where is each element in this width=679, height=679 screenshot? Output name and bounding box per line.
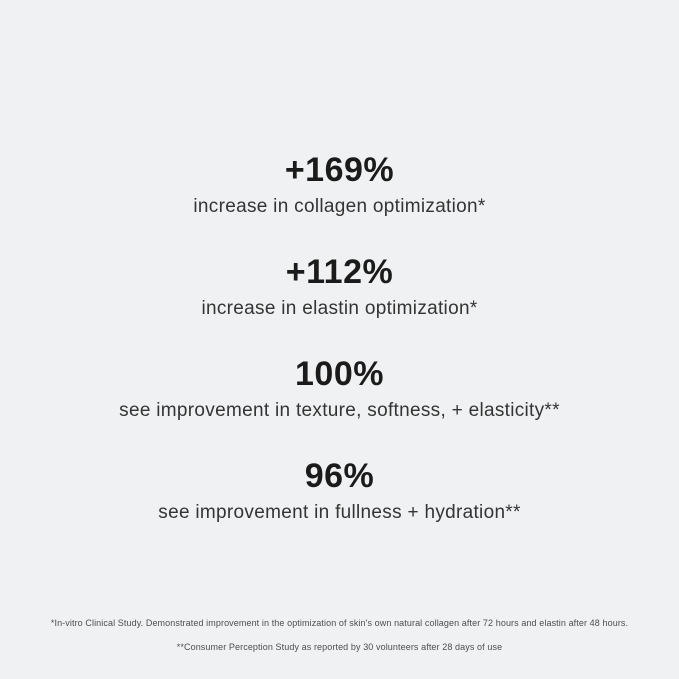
stats-list bbox=[0, 150, 679, 558]
stat-texture bbox=[0, 354, 679, 423]
stat-elastin bbox=[0, 252, 679, 321]
stat-fullness-label: see improvement in fullness + hydration** bbox=[158, 502, 521, 523]
footnotes bbox=[0, 618, 679, 653]
stat-elastin-label: increase in elastin optimization* bbox=[201, 298, 478, 319]
stat-collagen bbox=[0, 150, 679, 219]
stat-collagen-label: increase in collagen optimization* bbox=[193, 196, 486, 217]
stat-texture-label: see improvement in texture, softness, + elasticity** bbox=[119, 400, 560, 421]
stat-texture-value: 100% bbox=[295, 355, 384, 393]
stat-elastin-value: +112% bbox=[285, 253, 394, 291]
footnote-clinical-study: *In-vitro Clinical Study. Demonstrated improvement in the optimization of skin's own natural collagen after 72 hours and elastin after 48 hours. bbox=[50, 618, 629, 628]
stat-fullness-value: 96% bbox=[304, 457, 375, 495]
footnote-consumer-study: **Consumer Perception Study as reported by 30 volunteers after 28 days of use bbox=[176, 642, 503, 652]
stat-collagen-value: +169% bbox=[284, 151, 395, 189]
stat-fullness bbox=[0, 456, 679, 525]
